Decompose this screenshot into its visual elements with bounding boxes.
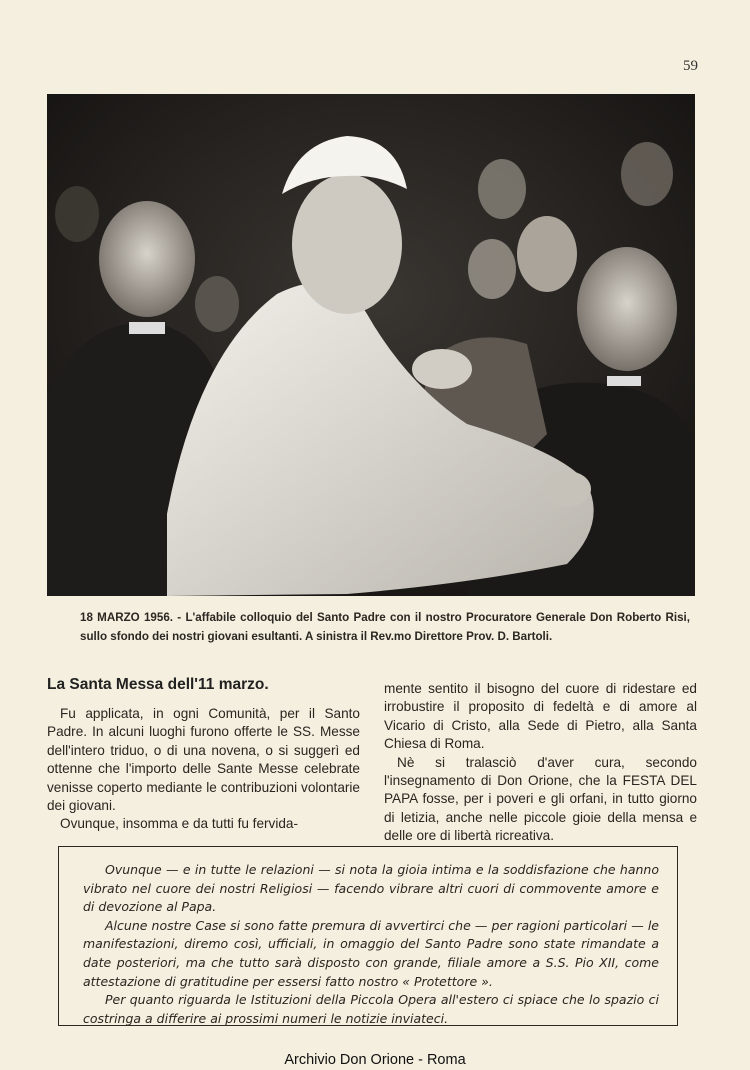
photo-caption: 18 MARZO 1956. - L'affabile colloquio del Santo Padre con il nostro Procuratore Generale Don Roberto Risi, sullo sfondo dei nostri giovani esultanti. A sinistra il Rev.mo Direttore Prov. D. Bartoli. (80, 611, 690, 643)
section-title: La Santa Messa dell'11 marzo. (47, 676, 269, 693)
notice-paragraph: Ovunque — e in tutte le relazioni — si nota la gioia intima e la soddisfazione che hanno vibrato nel cuore dei nostri Religiosi — facendo vibrare altri cuori di commovente amore e di devozione al Papa. (83, 862, 659, 915)
paragraph: Fu applicata, in ogni Comunità, per il Santo Padre. In alcuni luoghi furono offerte le SS. Messe dell'intero triduo, o di una novena, o si suggerì ed ottenne che l'importo delle Sante Messe celebrate venisse coperto mediante le contribuzioni volontarie dei giovani. (47, 706, 360, 814)
notice-paragraph: Per quanto riguarda le Istituzioni della Piccola Opera all'estero ci spiace che lo spazio ci costringa a differire ai prossimi numeri le notizie inviateci. (83, 992, 659, 1026)
page-number: 59 (683, 58, 698, 74)
photograph (47, 94, 695, 596)
notice-box (58, 846, 678, 1026)
archive-footer: Archivio Don Orione - Roma (284, 1052, 466, 1068)
notice-paragraph: Alcune nostre Case si sono fatte premura di avvertirci che — per ragioni particolari — le manifestazioni, diremo così, ufficiali, in omaggio del Santo Padre sono state rimandate a date posteriori, ma che tutto sarà disposto con grande, filiale amore a S.S. Pio XII, come attestazione di gratitudine per essersi fatto nostro « Protettore ». (83, 917, 659, 989)
paragraph: mente sentito il bisogno del cuore di ridestare ed irrobustire il proposito di fedeltà e di amore al Vicario di Cristo, alla Sede di Pietro, alla Santa Chiesa di Roma. (384, 681, 697, 752)
photograph-icon (47, 94, 695, 596)
paragraph: Ovunque, insomma e da tutti fu fervida- (60, 816, 299, 832)
paragraph: Nè si tralasciò d'aver cura, secondo l'insegnamento di Don Orione, che la FESTA DEL PAPA fosse, per i poveri e gli orfani, in tutto giorno di letizia, anche nelle piccole gioie della mensa e delle ore di libertà ricreativa. (384, 754, 697, 844)
right-column (384, 680, 697, 846)
left-column (47, 705, 360, 834)
